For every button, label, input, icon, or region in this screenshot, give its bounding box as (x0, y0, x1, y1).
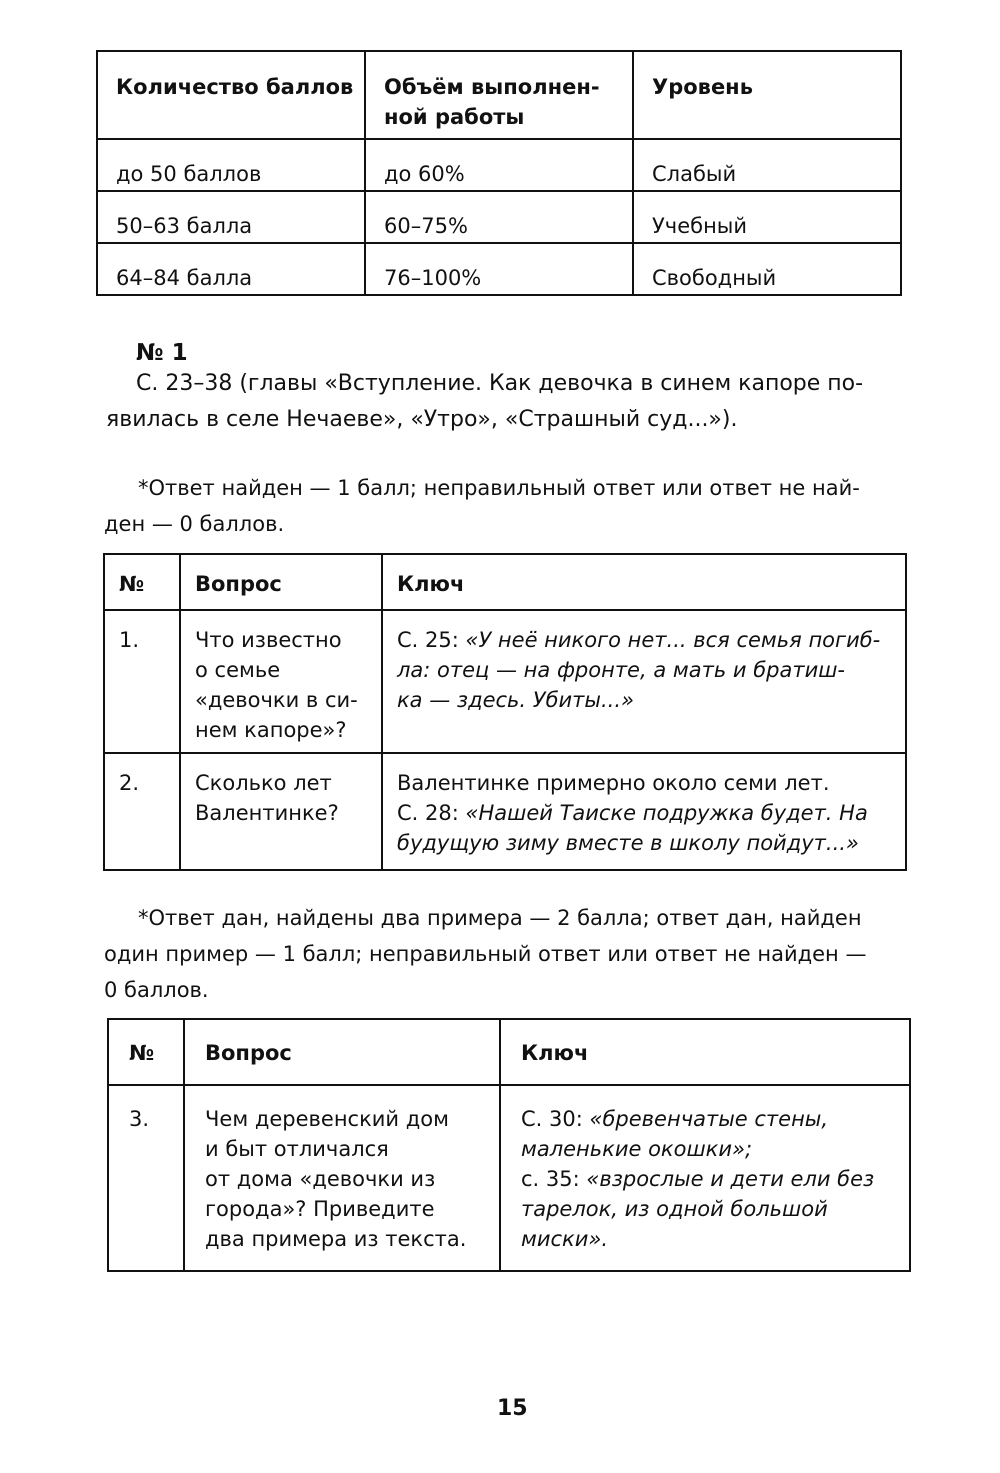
table-cell: Слабый (633, 139, 901, 191)
table-row (104, 753, 906, 870)
header-cell: Ключ (500, 1019, 910, 1085)
header-cell: Вопрос (180, 554, 382, 610)
table-header-row (108, 1019, 910, 1085)
grading-table (96, 50, 902, 296)
question-cell: Сколько лет Валентинке? (180, 753, 382, 870)
row-number: 2. (104, 753, 180, 870)
page-number: 15 (497, 1396, 528, 1421)
scoring-note-1: *Ответ найден — 1 балл; неправильный ответ или ответ не най- ден — 0 баллов. (104, 476, 860, 536)
table-cell: 50–63 балла (97, 191, 365, 243)
question-cell: Чем деревенский дом и быт отличался от дома «девочки из города»? Приведите два примера из текста. (184, 1085, 500, 1271)
table-cell: до 60% (365, 139, 633, 191)
table-row (97, 191, 901, 243)
scoring-note-2: *Ответ дан, найдены два примера — 2 балла; ответ дан, найден один пример — 1 балл; неправильный ответ или ответ не найден — 0 баллов. (104, 906, 867, 1002)
header-cell: Уровень (633, 51, 901, 139)
header-cell: Объём выполнен- ной работы (365, 51, 633, 139)
table-cell: 60–75% (365, 191, 633, 243)
questions-table-1 (103, 553, 907, 871)
table-row (97, 243, 901, 295)
table-header-row (104, 554, 906, 610)
section-intro: С. 23–38 (главы «Вступление. Как девочка в синем капоре по- явилась в селе Нечаеве», «Утро», «Страшный суд...»). (106, 371, 864, 432)
key-cell: С. 25: «У неё никого нет... вся семья погиб- ла: отец — на фронте, а мать и братиш- ка — здесь. Убиты...» (382, 610, 906, 753)
table-cell: Свободный (633, 243, 901, 295)
row-number: 1. (104, 610, 180, 753)
table-cell: 64–84 балла (97, 243, 365, 295)
table-row (108, 1085, 910, 1271)
question-cell: Что известно о семье «девочки в си- нем капоре»? (180, 610, 382, 753)
header-cell: № (108, 1019, 184, 1085)
header-cell: Вопрос (184, 1019, 500, 1085)
header-cell: Количество баллов (97, 51, 365, 139)
key-cell: Валентинке примерно около семи лет. С. 28: «Нашей Таиске подружка будет. На будущую зиму вместе в школу пойдут...» (382, 753, 906, 870)
header-cell: № (104, 554, 180, 610)
header-cell: Ключ (382, 554, 906, 610)
table-header-row (97, 51, 901, 139)
table-cell: до 50 баллов (97, 139, 365, 191)
table-row (97, 139, 901, 191)
row-number: 3. (108, 1085, 184, 1271)
section-title: № 1 (136, 340, 188, 366)
table-cell: 76–100% (365, 243, 633, 295)
table-cell: Учебный (633, 191, 901, 243)
questions-table-2 (107, 1018, 911, 1272)
table-row (104, 610, 906, 753)
key-cell: С. 30: «бревенчатые стены, маленькие окошки»; с. 35: «взрослые и дети ели без тарелок, из одной большой миски». (500, 1085, 910, 1271)
